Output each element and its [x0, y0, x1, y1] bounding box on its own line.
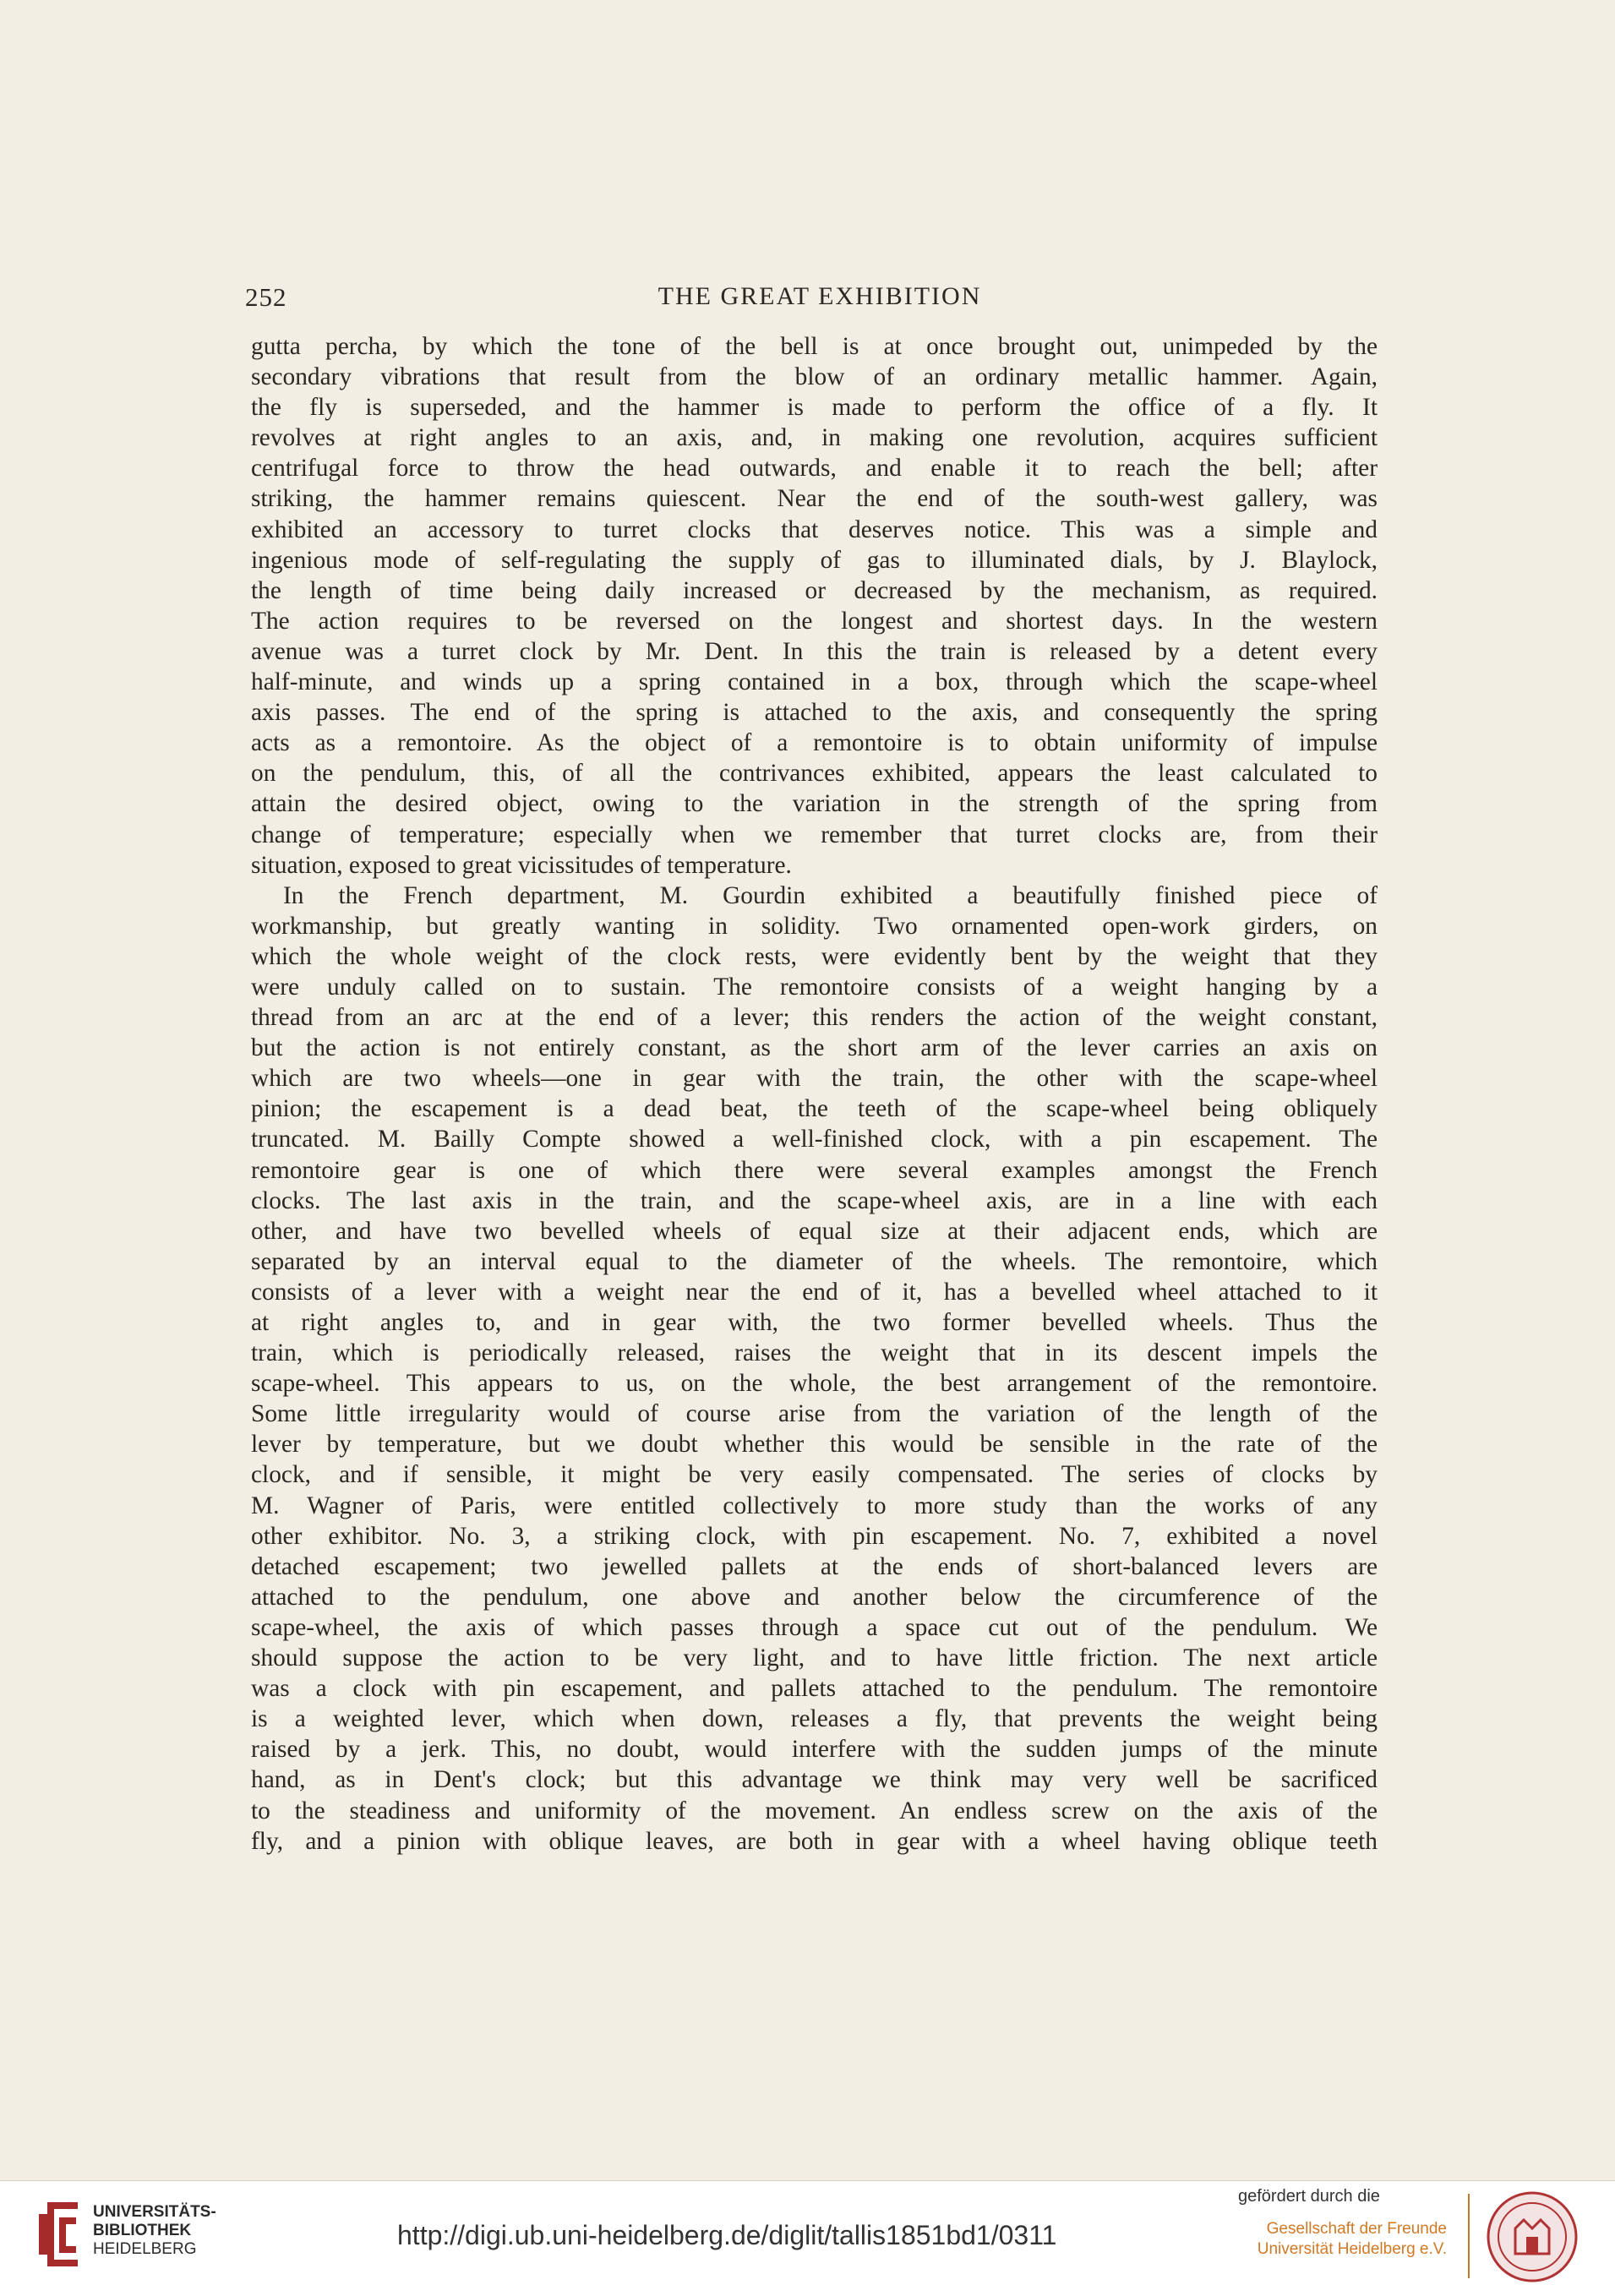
text-line: clock, and if sensible, it might be very easily compensated. The series of clocks by: [251, 1461, 1378, 1489]
text-line: acts as a remontoire. As the object of a remontoire is to obtain uniformity of impulse: [251, 729, 1378, 757]
text-line: which are two wheels—one in gear with the train, the other with the scape-wheel: [251, 1065, 1378, 1093]
text-line: consists of a lever with a weight near the end of it, has a bevelled wheel attached to it: [251, 1278, 1378, 1306]
text-line: ingenious mode of self-regulating the supply of gas to illuminated dials, by J. Blaylock,: [251, 546, 1378, 574]
university-seal-icon: [1486, 2190, 1579, 2283]
text-line: exhibited an accessory to turret clocks that deserves notice. This was a simple and: [251, 515, 1378, 543]
text-line: The action requires to be reversed on the longest and shortest days. In the western: [251, 607, 1378, 635]
library-name-line1: UNIVERSITÄTS-: [93, 2203, 216, 2221]
sponsor-name-line1: Gesellschaft der Freunde: [1266, 2220, 1447, 2238]
text-line: clocks. The last axis in the train, and the scape-wheel axis, are in a line with each: [251, 1186, 1378, 1214]
text-line: train, which is periodically released, raises the weight that in its descent impels the: [251, 1339, 1378, 1367]
text-line: the length of time being daily increased or decreased by the mechanism, as required.: [251, 576, 1378, 604]
page-header: [245, 282, 1394, 319]
permalink-url[interactable]: http://digi.ub.uni-heidelberg.de/diglit/tallis1851bd1/0311: [397, 2220, 1057, 2250]
text-line: which the whole weight of the clock rests, were evidently bent by the weight that they: [251, 942, 1378, 970]
text-line: secondary vibrations that result from the blow of an ordinary metallic hammer. Again,: [251, 363, 1378, 391]
text-line: but the action is not entirely constant, as the short arm of the lever carries an axis on: [251, 1034, 1378, 1062]
text-line: on the pendulum, this, of all the contrivances exhibited, appears the least calculated to: [251, 760, 1378, 788]
text-line: the fly is superseded, and the hammer is made to perform the office of a fly. It: [251, 394, 1378, 422]
text-line: other, and have two bevelled wheels of equal size at their adjacent ends, which are: [251, 1217, 1378, 1245]
text-line: pinion; the escapement is a dead beat, the teeth of the scape-wheel being obliquely: [251, 1095, 1378, 1123]
text-line: hand, as in Dent's clock; but this advantage we think may very well be sacrificed: [251, 1766, 1378, 1794]
body-text: [251, 331, 1378, 1857]
library-name-line2: BIBLIOTHEK: [93, 2222, 192, 2239]
text-line: attain the desired object, owing to the variation in the strength of the spring from: [251, 790, 1378, 818]
text-line: Some little irregularity would of course arise from the variation of the length of the: [251, 1400, 1378, 1428]
text-line: was a clock with pin escapement, and pallets attached to the pendulum. The remontoire: [251, 1675, 1378, 1703]
text-line: should suppose the action to be very light, and to have little friction. The next article: [251, 1644, 1378, 1672]
library-name-line3: HEIDELBERG: [93, 2240, 197, 2258]
text-line: thread from an arc at the end of a lever; this renders the action of the weight constant,: [251, 1004, 1378, 1032]
text-line: half-minute, and winds up a spring contained in a box, through which the scape-wheel: [251, 668, 1378, 696]
text-line: striking, the hammer remains quiescent. Near the end of the south-west gallery, was: [251, 485, 1378, 513]
text-line: truncated. M. Bailly Compte showed a well-finished clock, with a pin escapement. The: [251, 1126, 1378, 1153]
text-line: were unduly called on to sustain. The remontoire consists of a weight hanging by a: [251, 973, 1378, 1001]
text-line: raised by a jerk. This, no doubt, would interfere with the sudden jumps of the minute: [251, 1736, 1378, 1764]
text-line: workmanship, but greatly wanting in solidity. Two ornamented open-work girders, on: [251, 912, 1378, 940]
page-number: 252: [245, 282, 287, 312]
text-line: separated by an interval equal to the diameter of the wheels. The remontoire, which: [251, 1247, 1378, 1275]
sponsor-label: gefördert durch die: [1238, 2187, 1380, 2206]
text-line: situation, exposed to great vicissitudes of temperature.: [251, 851, 792, 879]
library-name: [93, 2203, 216, 2259]
text-line: change of temperature; especially when we remember that turret clocks are, from their: [251, 821, 1378, 848]
text-line: remontoire gear is one of which there were several examples amongst the French: [251, 1156, 1378, 1184]
footer-divider: [1468, 2194, 1470, 2278]
text-line: attached to the pendulum, one above and another below the circumference of the: [251, 1583, 1378, 1611]
text-line: fly, and a pinion with oblique leaves, are both in gear with a wheel having oblique teeth: [251, 1827, 1378, 1855]
text-line: In the French department, M. Gourdin exhibited a beautifully finished piece of: [283, 881, 1378, 909]
text-line: is a weighted lever, which when down, releases a fly, that prevents the weight being: [251, 1705, 1378, 1733]
sponsor-name-line2: Universität Heidelberg e.V.: [1257, 2240, 1447, 2258]
text-line: at right angles to, and in gear with, the two former bevelled wheels. Thus the: [251, 1309, 1378, 1336]
text-line: lever by temperature, but we doubt whether this would be sensible in the rate of the: [251, 1431, 1378, 1459]
text-line: axis passes. The end of the spring is attached to the axis, and consequently the spring: [251, 699, 1378, 727]
text-line: scape-wheel, the axis of which passes through a space cut out of the pendulum. We: [251, 1613, 1378, 1641]
text-line: centrifugal force to throw the head outwards, and enable it to reach the bell; after: [251, 455, 1378, 483]
text-line: revolves at right angles to an axis, and, in making one revolution, acquires sufficient: [251, 424, 1378, 452]
sponsor-name[interactable]: [1217, 2219, 1447, 2260]
text-line: scape-wheel. This appears to us, on the whole, the best arrangement of the remontoire.: [251, 1370, 1378, 1398]
text-line: M. Wagner of Paris, were entitled collectively to more study than the works of any: [251, 1492, 1378, 1519]
text-line: to the steadiness and uniformity of the movement. An endless screw on the axis of the: [251, 1797, 1378, 1824]
running-title: THE GREAT EXHIBITION: [657, 282, 982, 310]
text-line: avenue was a turret clock by Mr. Dent. In this the train is released by a detent every: [251, 637, 1378, 665]
text-line: detached escapement; two jewelled pallets at the ends of short-balanced levers are: [251, 1552, 1378, 1580]
university-library-logo-icon: [35, 2195, 86, 2273]
text-line: gutta percha, by which the tone of the bell is at once brought out, unimpeded by the: [251, 333, 1378, 360]
text-line: other exhibitor. No. 3, a striking clock, with pin escapement. No. 7, exhibited a novel: [251, 1522, 1378, 1550]
